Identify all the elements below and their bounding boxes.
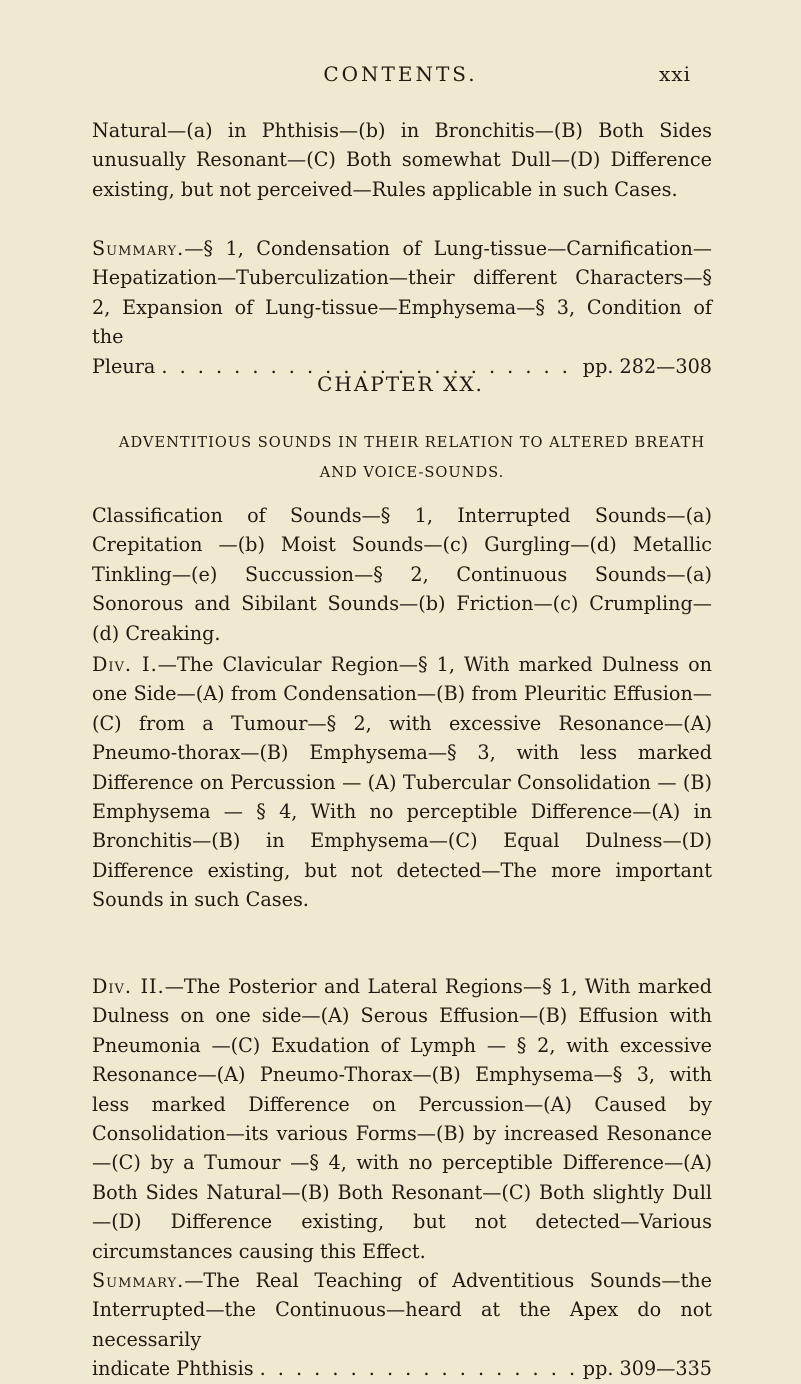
summary-2-page-line xyxy=(92,1354,712,1383)
division-1-section xyxy=(92,650,712,915)
classification-section xyxy=(92,501,712,648)
intro-paragraph: Natural—(a) in Phthisis—(b) in Bronchitis—(B) Both Sides unusually Resonant—(C) Both somewhat Dull—(D) Difference existing, but not perceived—Rules applicable in such Cases. xyxy=(92,119,712,201)
summary-2-pages: pp. 309—335 xyxy=(582,1357,712,1381)
page-number: xxi xyxy=(659,62,691,86)
classification-paragraph: Classification of Sounds—§ 1, Interrupted Sounds—(a) Crepitation —(b) Moist Sounds—(c) Gurgling—(d) Metallic Tinkling—(e) Succussion—§ 2, Continuous Sounds—(a) Sonorous and Sibilant Sounds—(b) Friction—(c) Crumpling—(d) Creaking. xyxy=(92,504,712,645)
summary-2-last-line: indicate Phthisis xyxy=(92,1357,254,1381)
intro-section xyxy=(92,116,712,204)
summary-2-paragraph xyxy=(92,1266,712,1354)
summary-section-1 xyxy=(92,234,712,381)
division-2-paragraph xyxy=(92,972,712,1266)
division-1-label: Div. I. xyxy=(92,653,158,676)
chapter-heading: CHAPTER XX. xyxy=(317,372,484,396)
division-1-text: —The Clavicular Region—§ 1, With marked Dulness on one Side—(A) from Condensation—(B) from Pleuritic Effusion—(C) from a Tumour—§ 2, with excessive Resonance—(A) Pneumo-thorax—(B) Emphysema—§ 3, with less marked Difference on Percussion — (A) Tubercular Consolidation — (B) Emphysema — § 4, With no perceptible Difference—(A) in Bronchitis—(B) in Emphysema—(C) Equal Dulness—(D) Difference existing, but not detected—The more important Sounds in such Cases. xyxy=(92,653,712,912)
running-head xyxy=(0,62,801,94)
division-2-label: Div. II. xyxy=(92,975,165,998)
chapter-subtitle xyxy=(92,428,732,488)
summary-1-label: Summary. xyxy=(92,237,185,260)
summary-1-last-line: Pleura xyxy=(92,354,156,378)
summary-2-label: Summary. xyxy=(92,1269,185,1293)
summary-1-paragraph xyxy=(92,234,712,352)
summary-1-pages: pp. 282—308 xyxy=(582,354,712,378)
dot-leader xyxy=(260,1354,575,1383)
running-head-title: CONTENTS. xyxy=(323,62,478,86)
chapter-subtitle-line-2: AND VOICE-SOUNDS. xyxy=(319,464,505,481)
division-2-section xyxy=(92,972,712,1384)
chapter-subtitle-line-1: ADVENTITIOUS SOUNDS IN THEIR RELATION TO ALTERED BREATH xyxy=(118,434,706,451)
division-2-text: —The Posterior and Lateral Regions—§ 1, With marked Dulness on one side—(A) Serous Effusion—(B) Effusion with Pneumonia —(C) Exudation of Lymph — § 2, with excessive Resonance—(A) Pneumo-Thorax—(B) Emphysema—§ 3, with less marked Difference on Percussion—(A) Caused by Consolidation—its various Forms—(B) by increased Resonance—(C) by a Tumour —§ 4, with no perceptible Difference—(A) Both Sides Natural—(B) Both Resonant—(C) Both slightly Dull—(D) Difference existing, but not detected—Various circumstances causing this Effect. xyxy=(92,975,712,1263)
division-1-paragraph xyxy=(92,650,712,915)
summary-2-text: —The Real Teaching of Adventitious Sounds—the Interrupted—the Continuous—heard at the Apex do not necessarily xyxy=(92,1269,712,1351)
summary-1-text: —§ 1, Condensation of Lung-tissue—Carnification—Hepatization—Tuberculization—their different Characters—§ 2, Expansion of Lung-tissue—Emphysema—§ 3, Condition of the xyxy=(92,237,712,349)
